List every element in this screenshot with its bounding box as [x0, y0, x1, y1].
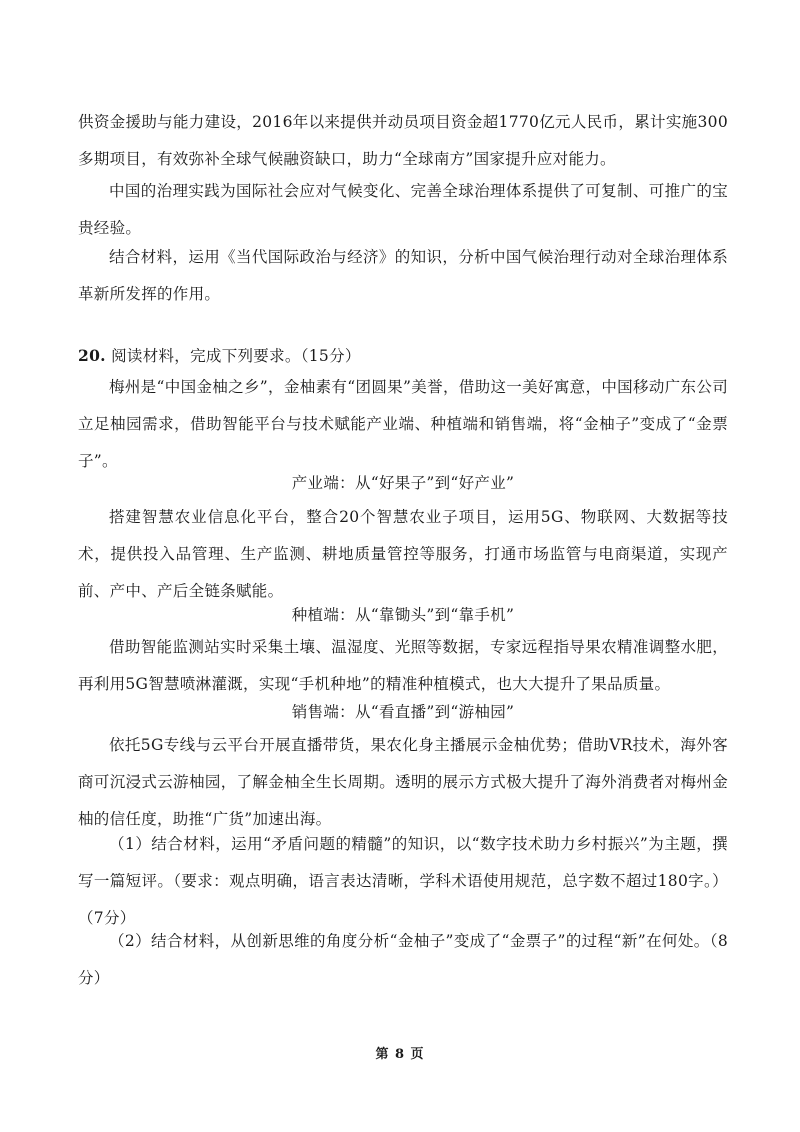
- section-planting-text: 借助智能监测站实时采集土壤、温湿度、光照等数据，专家远程指导果农精准调整水肥，再利用5G智慧喷淋灌溉，实现“手机种地”的精准种植模式，也大大提升了果品质量。: [78, 638, 728, 693]
- paragraph-climate-finance: 供资金援助与能力建设，2016年以来提供并动员项目资金超1770亿元人民币，累计实施300多期项目，有效弥补全球气候融资缺口，助力“全球南方”国家提升应对能力。: [78, 113, 728, 168]
- section-sales-title: 销售端：从“看直播”到“游柚园”: [291, 703, 515, 721]
- paragraph-question-19-prompt: 结合材料，运用《当代国际政治与经济》的知识，分析中国气候治理行动对全球治理体系革新所发挥的作用。: [78, 248, 728, 303]
- paragraph-governance-practice: 中国的治理实践为国际社会应对气候变化、完善全球治理体系提供了可复制、可推广的宝贵经验。: [78, 182, 728, 237]
- question-instruction: 阅读材料，完成下列要求。（15分）: [111, 347, 361, 365]
- question-number: 20.: [78, 346, 106, 365]
- section-industry-text: 搭建智慧农业信息化平台，整合20个智慧农业子项目，运用5G、物联网、大数据等技术，提供投入品管理、生产监测、耕地质量管控等服务，打通市场监管与电商渠道，实现产前、产中、产后全链条赋能。: [78, 508, 728, 600]
- sub-question-1: （1）结合材料，运用“矛盾问题的精髓”的知识，以“数字技术助力乡村振兴”为主题，撰写一篇短评。（要求：观点明确，语言表达清晰，学科术语使用规范，总字数不超过180字。）（7分）: [78, 835, 728, 927]
- page-number: 第 8 页: [375, 1047, 425, 1062]
- section-planting-title: 种植端：从“靠锄头”到“靠手机”: [291, 606, 515, 624]
- sub-question-2: （2）结合材料，从创新思维的角度分析“金柚子”变成了“金票子”的过程“新”在何处。（8分）: [78, 932, 728, 987]
- section-sales-text: 依托5G专线与云平台开展直播带货，果农化身主播展示金柚优势；借助VR技术，海外客商可沉浸式云游柚园，了解金柚全生长周期。透明的展示方式极大提升了海外消费者对梅州金柚的信任度，助推“广货”加速出海。: [78, 736, 728, 828]
- material-intro: 梅州是“中国金柚之乡”，金柚素有“团圆果”美誉，借助这一美好寓意，中国移动广东公司立足柚园需求，借助智能平台与技术赋能产业端、种植端和销售端，将“金柚子”变成了“金票子”。: [78, 378, 728, 470]
- section-industry-title: 产业端：从“好果子”到“好产业”: [291, 474, 515, 492]
